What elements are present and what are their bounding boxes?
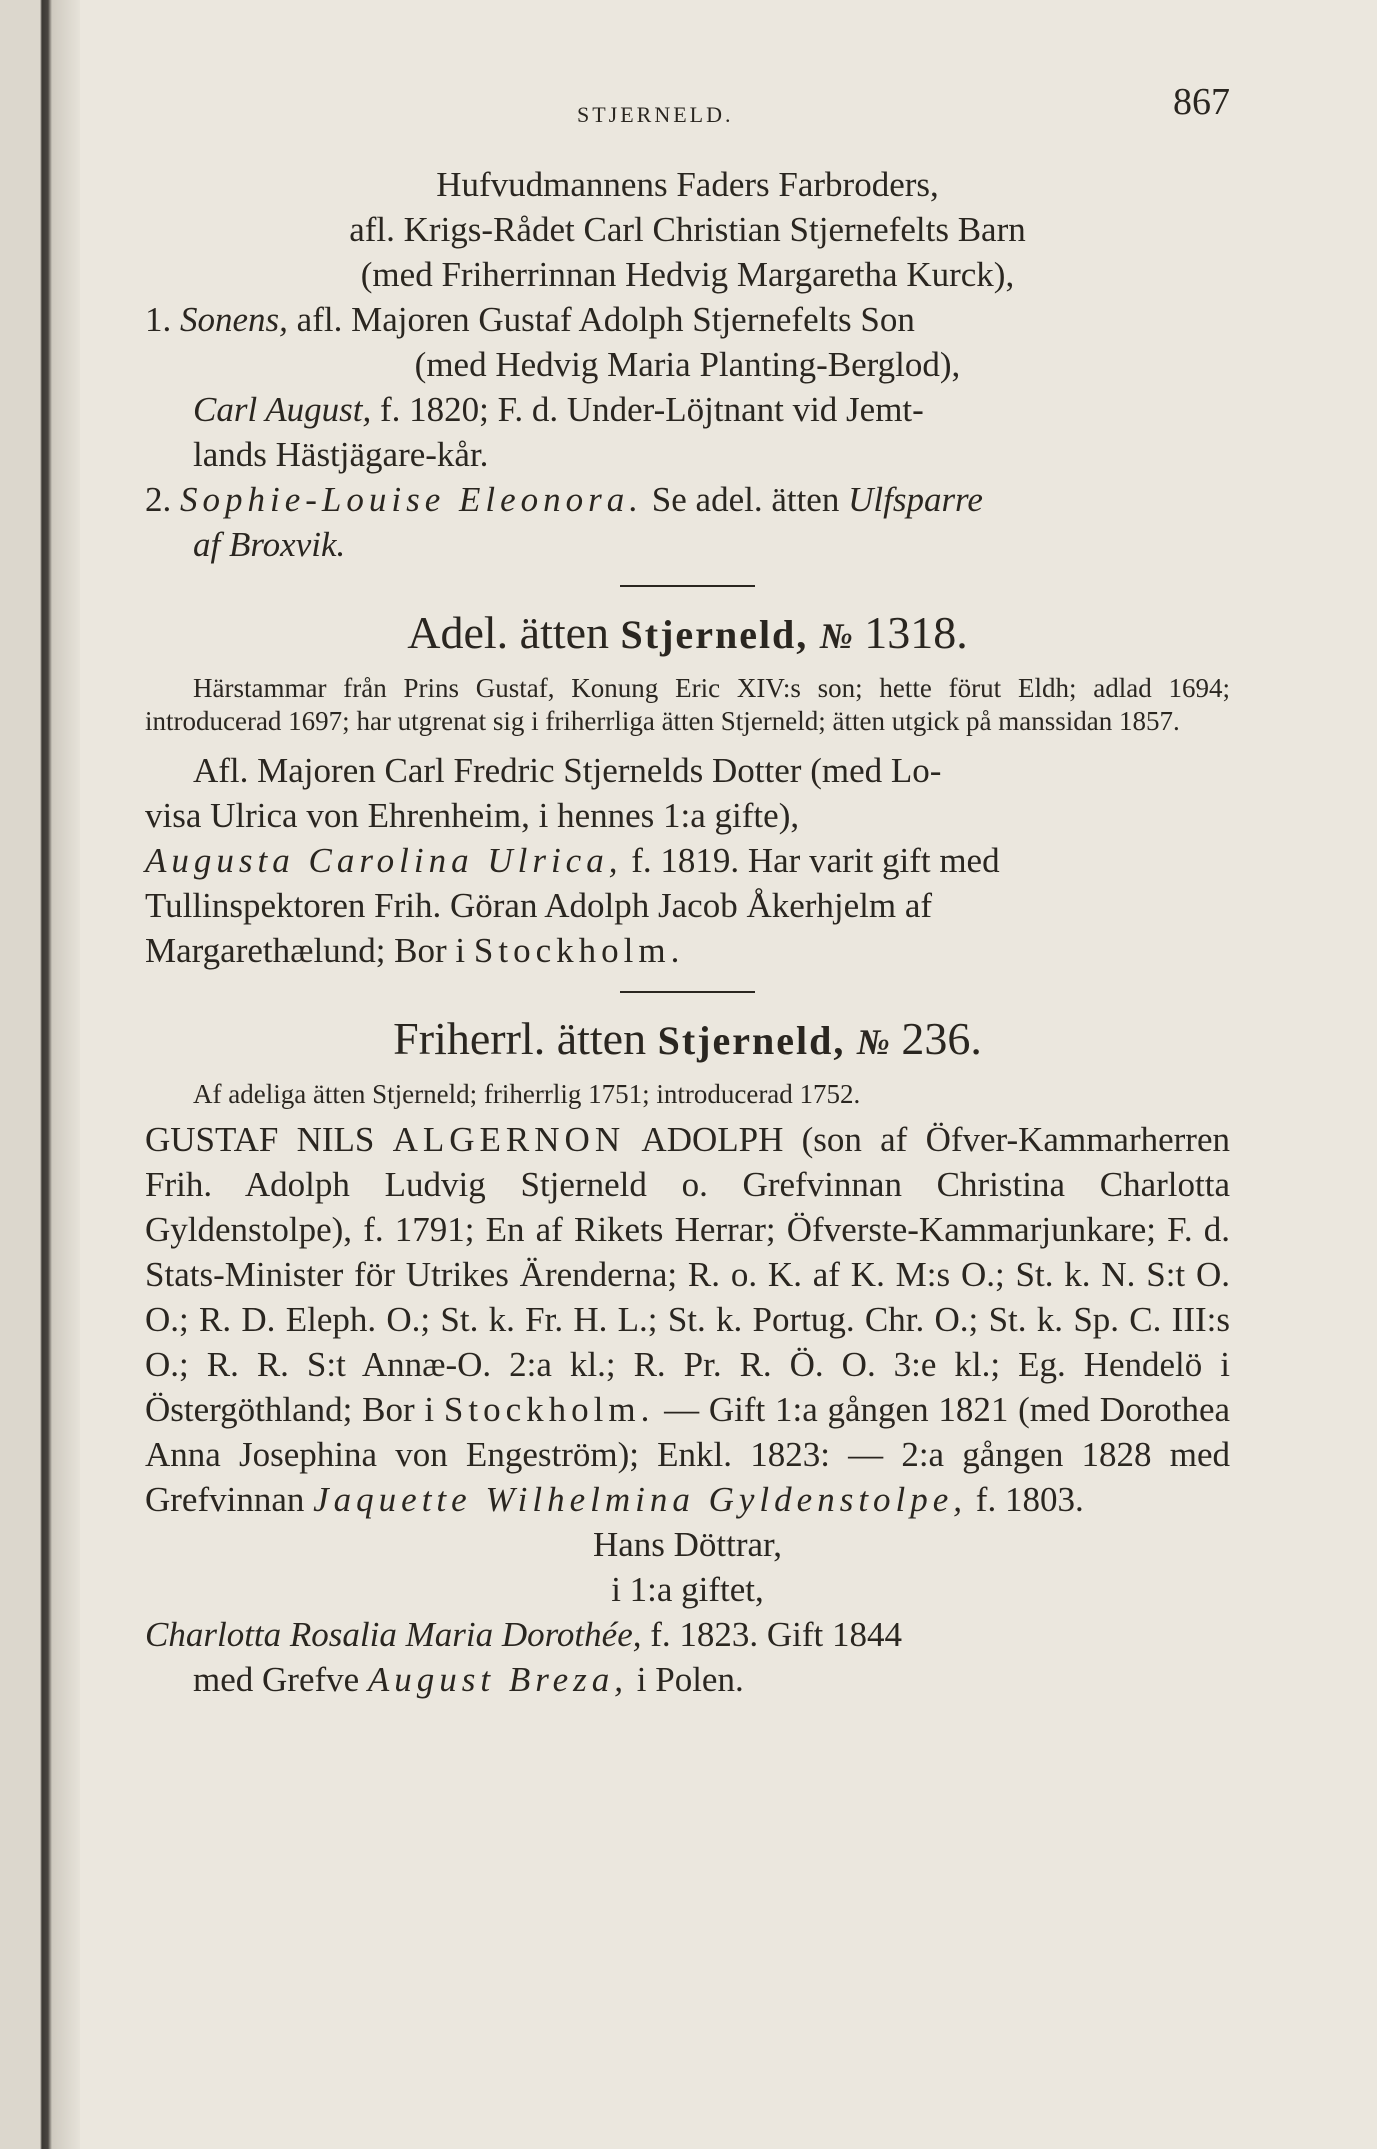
block1-line2: afl. Krigs-Rådet Carl Christian Stjernefelts Barn	[349, 210, 1026, 249]
entry-line: Augusta Carolina Ulrica, f. 1819. Har varit gift med	[145, 841, 1000, 880]
son-entry: 1. Sonens, afl. Majoren Gustaf Adolph Stjernefelts Son	[145, 300, 915, 339]
running-head	[145, 80, 1230, 140]
son-regiment: lands Hästjägare-kår.	[193, 435, 489, 474]
daughters-heading: Hans Döttrar,	[592, 1525, 783, 1564]
running-head-title: STJERNELD.	[577, 102, 734, 127]
person-name: GUSTAF NILS	[145, 1120, 375, 1159]
section-divider	[620, 991, 755, 993]
page-body	[145, 80, 1230, 1702]
daughter-entry: 2. Sophie-Louise Eleonora. Se adel. ätten Ulfsparre	[145, 480, 983, 519]
daughter-spouse: med Grefve August Breza, i Polen.	[193, 1660, 744, 1699]
person-name: Augusta Carolina Ulrica,	[145, 841, 623, 880]
cross-reference-cont: af Broxvik.	[193, 525, 346, 564]
daughter-entry: Charlotta Rosalia Maria Dorothée, f. 1823. Gift 1844	[145, 1615, 903, 1654]
daughter-name: Sophie-Louise Eleonora.	[180, 480, 644, 519]
son-label: Sonens,	[180, 300, 288, 339]
wife-name: Jaquette Wilhelmina Gyldenstolpe,	[313, 1480, 968, 1519]
section-friherrl-stjerneld	[145, 1011, 1230, 1702]
block1-line3: (med Friherrinnan Hedvig Margaretha Kurck),	[360, 255, 1015, 294]
lineage-intro: Härstammar från Prins Gustaf, Konung Eric XIV:s son; hette förut Eldh; adlad 1694; introducerad 1697; har utgrenat sig i friherrliga ätten Stjerneld; ätten utgick på manssidan 1857.	[145, 673, 1230, 736]
daughter-name: Charlotta Rosalia Maria Dorothée,	[145, 1615, 642, 1654]
son-name-line: Carl August, f. 1820; F. d. Under-Löjtnant vid Jemt-	[193, 390, 924, 429]
entry-line: Afl. Majoren Carl Fredric Stjernelds Dotter (med Lo-	[193, 751, 942, 790]
page-number: 867	[1173, 81, 1230, 123]
block1-line1: Hufvudmannens Faders Farbroders,	[436, 165, 939, 204]
family-block-stjernefelt	[145, 162, 1230, 567]
cross-reference: Ulfsparre	[848, 480, 983, 519]
section-heading: Friherrl. ätten Stjerneld, № 236.	[393, 1013, 982, 1064]
entry-line: Margarethælund; Bor i Stockholm.	[145, 931, 685, 970]
lineage-intro: Af adeliga ätten Stjerneld; friherrlig 1751; introducerad 1752.	[193, 1079, 861, 1109]
entry-line: visa Ulrica von Ehrenheim, i hennes 1:a gifte),	[145, 796, 800, 835]
section-adel-stjerneld	[145, 605, 1230, 973]
marriage-subheading: i 1:a giftet,	[611, 1570, 764, 1609]
section-divider	[620, 585, 755, 587]
section-heading: Adel. ätten Stjerneld, № 1318.	[407, 607, 968, 658]
son-name: Carl August,	[193, 390, 372, 429]
entry-line: Tullinspektoren Frih. Göran Adolph Jacob Åkerhjelm af	[145, 886, 933, 925]
book-binding-shadow	[0, 0, 80, 2149]
main-entry: GUSTAF NILS ALGERNON ADOLPH (son af Öfver-Kammarherren Frih. Adolph Ludvig Stjerneld o. Grefvinnan Christina Charlotta Gyldenstolpe), f. 1791; En af Rikets Herrar; Öfverste-Kammarjunkare; F. d. Stats-Minister för Utrikes Ärenderna; R. o. K. af K. M:s O.; St. k. N. S:t O. O.; R. D. Eleph. O.; St. k. Fr. H. L.; St. k. Portug. Chr. O.; St. k. Sp. C. III:s O.; R. R. S:t Annæ-O. 2:a kl.; R. Pr. R. Ö. O. 3:e kl.; Eg. Hendelö i Östergöthland; Bor i Stockholm. — Gift 1:a gången 1821 (med Dorothea Anna Josephina von Engeström); Enkl. 1823: — 2:a gången 1828 med Grefvinnan Jaquette Wilhelmina Gyldenstolpe, f. 1803.	[145, 1120, 1231, 1519]
son-parents: (med Hedvig Maria Planting-Berglod),	[414, 345, 961, 384]
